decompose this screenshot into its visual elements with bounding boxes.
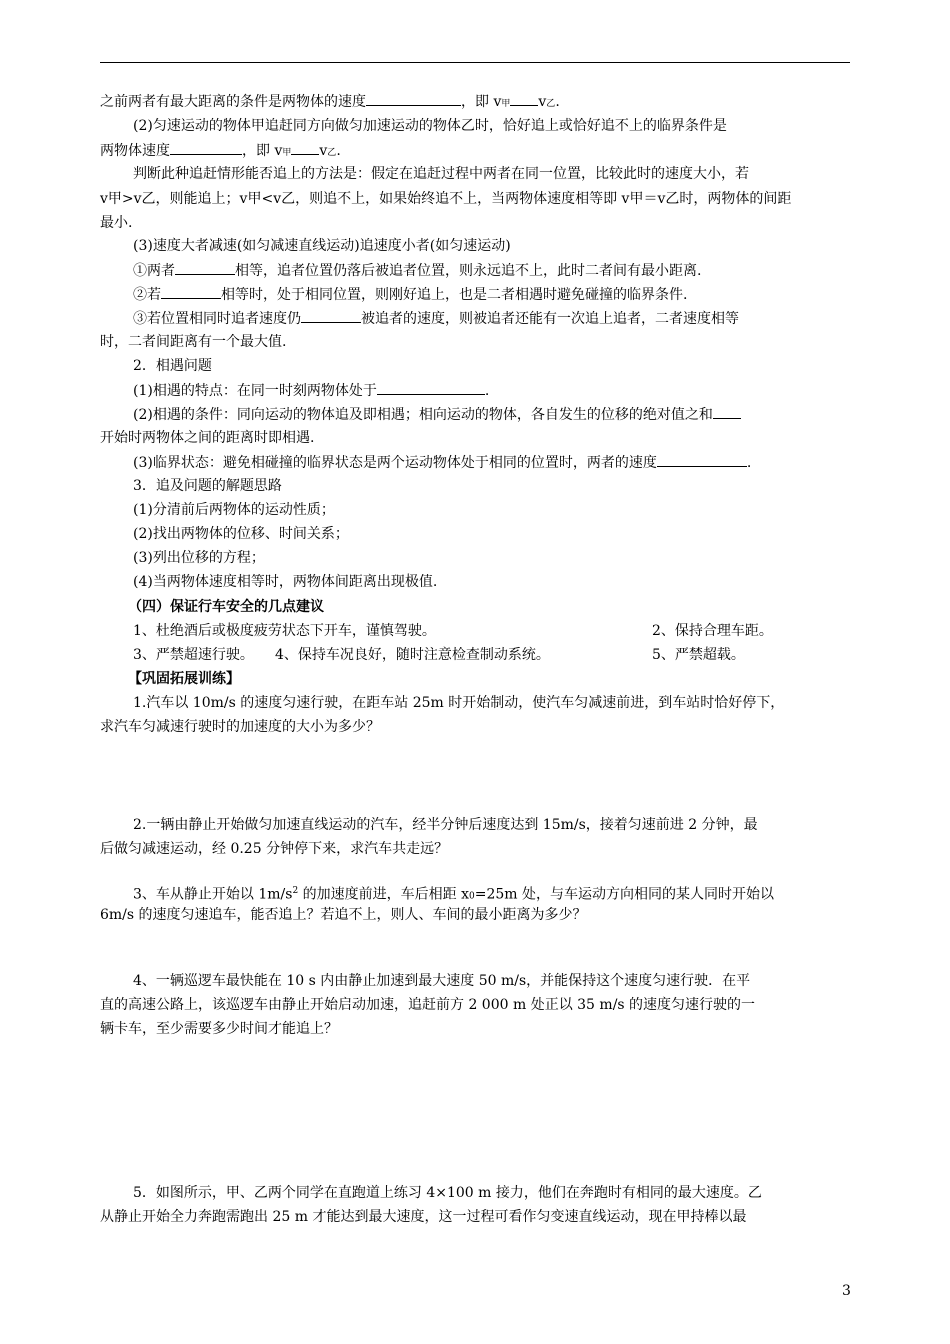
text-line: 3、严禁超速行驶。 <box>133 647 254 663</box>
text-line: 时，二者间距离有一个最大值. <box>100 334 287 350</box>
fill-blank <box>301 308 361 323</box>
question-line: 直的高速公路上，该巡逻车由静止开始启动加速，追赶前方 2 000 m 处正以 35 m/s 的速度匀速行驶的一 <box>100 997 756 1013</box>
text-line: v甲>v乙，则能追上；v甲<v乙，则追不上，如果始终追不上，当两物体速度相等即 v甲＝v乙时，两物体的间距 <box>100 191 792 207</box>
fill-blank <box>377 380 485 395</box>
text-line: ③若位置相同时追者速度仍 被追者的速度，则被追者还能有一次追上追者，二者速度相等 <box>133 308 739 329</box>
section-heading: 【巩固拓展训练】 <box>128 671 240 687</box>
text-line: 最小. <box>100 215 133 231</box>
section-heading: （四）保证行车安全的几点建议 <box>128 599 324 615</box>
text-line: 开始时两物体之间的距离时即相遇. <box>100 430 315 446</box>
text-line: (1)相遇的特点：在同一时刻两物体处于 . <box>133 380 489 401</box>
fill-blank <box>291 140 319 155</box>
text-line: (3)速度大者减速(如匀减速直线运动)追速度小者(如匀速运动) <box>133 238 511 254</box>
fill-blank <box>175 260 235 275</box>
fill-blank <box>170 140 242 155</box>
text-line: 4、保持车况良好，随时注意检查制动系统。 <box>275 647 550 663</box>
fill-blank <box>161 284 221 299</box>
question-line: 3、车从静止开始以 $1m/s^2$ 的加速度前进，车后相距 x0=25m 处，与车运动方向相同的某人同时开始以 <box>133 886 774 903</box>
fill-blank <box>510 91 538 106</box>
page-number: 3 <box>842 1283 851 1299</box>
question-line: 求汽车匀减速行驶时的加速度的大小为多少？ <box>100 719 380 735</box>
text-line: 判断此种追赶情形能否追上的方法是：假定在追赶过程中两者在同一位置，比较此时的速度大小，若 <box>133 166 749 182</box>
question-line: 6m/s 的速度匀速追车，能否追上？若追不上，则人、车间的最小距离为多少？ <box>100 907 587 923</box>
text-line: (1)分清前后两物体的运动性质； <box>133 502 335 518</box>
text-line: 3．追及问题的解题思路 <box>133 478 282 494</box>
text-line: 之前两者有最大距离的条件是两物体的速度 ，即 v甲 v乙. <box>100 91 560 114</box>
question-line: 5．如图所示，甲、乙两个同学在直跑道上练习 4×100 m 接力，他们在奔跑时有相同的最大速度。乙 <box>133 1185 762 1201</box>
text-line: 2、保持合理车距。 <box>652 623 773 639</box>
fill-blank <box>366 91 461 106</box>
text-line: ②若 相等时，处于相同位置，则刚好追上，也是二者相遇时避免碰撞的临界条件. <box>133 284 687 305</box>
text-line: (2)找出两物体的位移、时间关系； <box>133 526 349 542</box>
question-line: 4、一辆巡逻车最快能在 10 s 内由静止加速到最大速度 50 m/s，并能保持这个速度匀速行驶．在平 <box>133 973 751 989</box>
question-line: 后做匀减速运动，经 0.25 分钟停下来，求汽车共走远？ <box>100 841 449 857</box>
question-line: 从静止开始全力奔跑需跑出 25 m 才能达到最大速度，这一过程可看作匀变速直线运动，现在甲持棒以最 <box>100 1209 747 1225</box>
question-line: 1.汽车以 10m/s 的速度匀速行驶，在距车站 25m 时开始制动，使汽车匀减速前进，到车站时恰好停下， <box>133 695 785 711</box>
fill-blank <box>657 452 747 467</box>
text-line: (3)列出位移的方程； <box>133 550 265 566</box>
question-line: 2.一辆由静止开始做匀加速直线运动的汽车，经半分钟后速度达到 15m/s，接着匀速前进 2 分钟，最 <box>133 817 758 833</box>
text-line: (4)当两物体速度相等时，两物体间距离出现极值. <box>133 574 438 590</box>
text-line: ①两者 相等，追者位置仍落后被追者位置，则永远追不上，此时二者间有最小距离. <box>133 260 701 281</box>
text-line: (3)临界状态：避免相碰撞的临界状态是两个运动物体处于相同的位置时，两者的速度 . <box>133 452 751 473</box>
text-line: 两物体速度 ，即 v甲 v乙. <box>100 140 341 163</box>
header-rule <box>100 62 850 63</box>
text-line: (2)相遇的条件：同向运动的物体追及即相遇；相向运动的物体，各自发生的位移的绝对值之和 <box>133 404 741 425</box>
text-line: 5、严禁超载。 <box>652 647 745 663</box>
text-line: 2．相遇问题 <box>133 358 212 374</box>
fill-blank <box>713 404 741 419</box>
text-line: (2)匀速运动的物体甲追赶同方向做匀加速运动的物体乙时，恰好追上或恰好追不上的临界条件是 <box>133 118 727 134</box>
question-line: 辆卡车，至少需要多少时间才能追上？ <box>100 1021 338 1037</box>
text-line: 1、杜绝酒后或极度疲劳状态下开车，谨慎驾驶。 <box>133 623 436 639</box>
